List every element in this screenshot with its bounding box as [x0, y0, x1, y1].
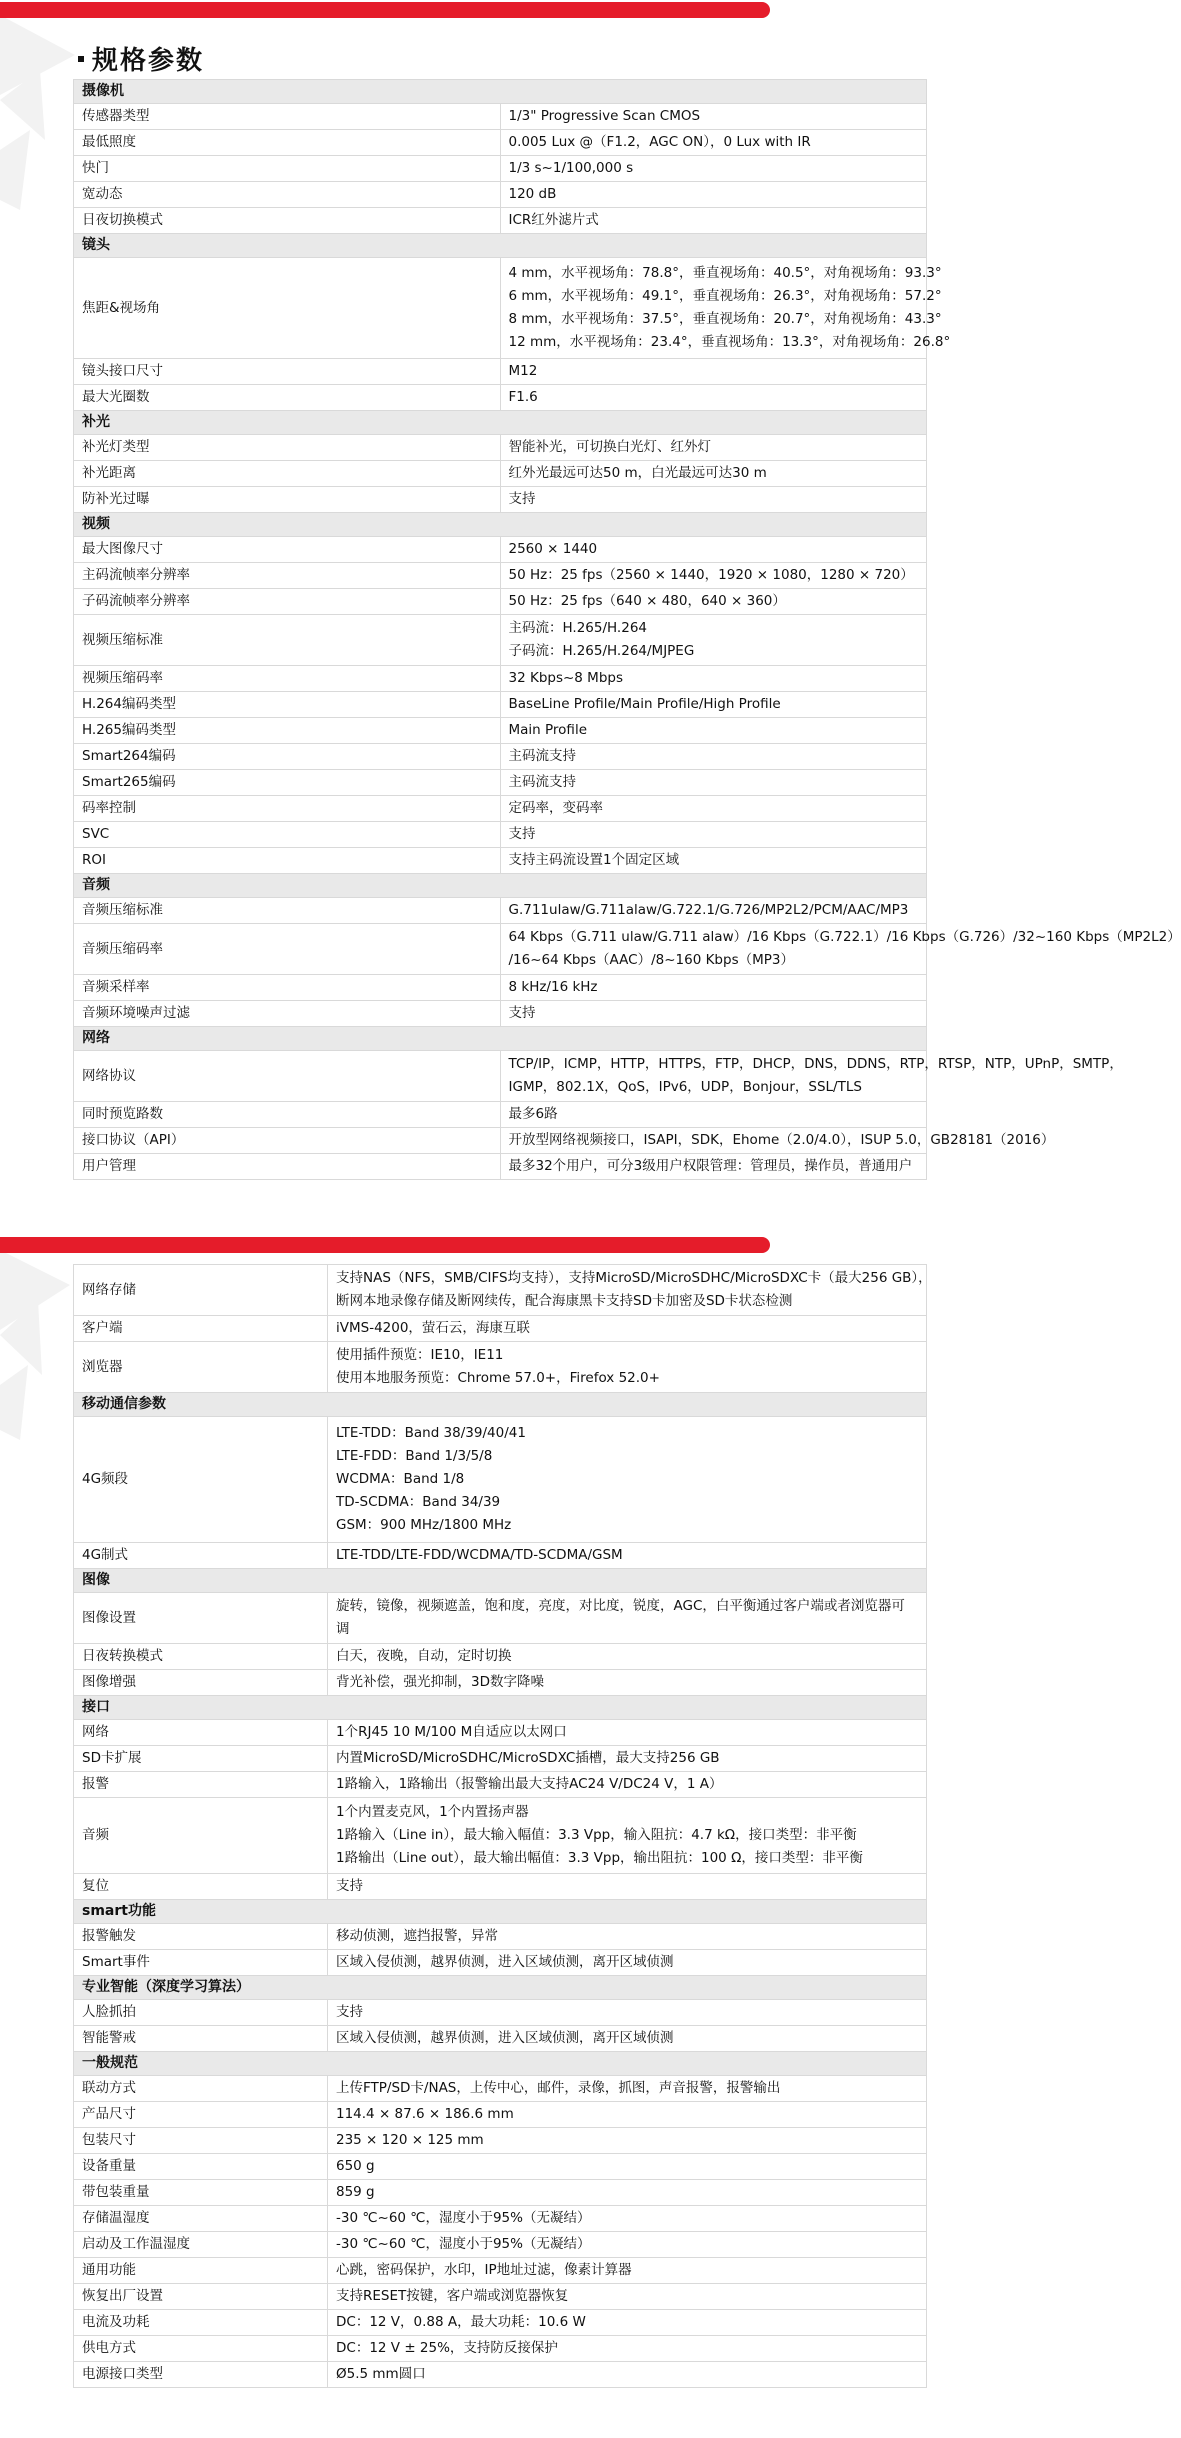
- spec-label: 日夜切换模式: [74, 208, 501, 234]
- spec-label: 视频压缩标准: [74, 615, 501, 666]
- section-header: [74, 1976, 927, 2000]
- spec-value-line: 1路输出（Line out），最大输出幅值：3.3 Vpp，输出阻抗：100 Ω，接口类型：非平衡: [336, 1850, 863, 1866]
- spec-value-line: 12 mm，水平视场角：23.4°，垂直视场角：13.3°，对角视场角：26.8°: [508, 334, 951, 350]
- spec-row: [74, 1316, 927, 1342]
- spec-value-line: 650 g: [336, 2158, 375, 2174]
- spec-row: [74, 2102, 927, 2128]
- spec-row: [74, 208, 927, 234]
- spec-label: 网络存储: [74, 1265, 328, 1316]
- spec-value-line: 支持: [508, 1005, 536, 1021]
- spec-value: [500, 461, 927, 487]
- spec-value: [500, 537, 927, 563]
- spec-value-line: GSM：900 MHz/1800 MHz: [336, 1517, 512, 1533]
- spec-row: [74, 2128, 927, 2154]
- spec-label: 音频环境噪声过滤: [74, 1001, 501, 1027]
- section-header: [74, 1393, 927, 1417]
- spec-value: [500, 822, 927, 848]
- spec-label: 镜头接口尺寸: [74, 359, 501, 385]
- spec-label: 音频采样率: [74, 975, 501, 1001]
- spec-label: Smart264编码: [74, 744, 501, 770]
- spec-value-line: TD-SCDMA：Band 34/39: [336, 1494, 501, 1510]
- spec-label: Smart265编码: [74, 770, 501, 796]
- spec-label: 4G频段: [74, 1417, 328, 1543]
- spec-label: 启动及工作温湿度: [74, 2232, 328, 2258]
- spec-value: [500, 1051, 1123, 1102]
- spec-value-line: 移动侦测，遮挡报警，异常: [336, 1928, 498, 1944]
- spec-value: [328, 1746, 927, 1772]
- spec-value-line: 使用插件预览：IE10，IE11: [336, 1347, 504, 1363]
- spec-row: [74, 822, 927, 848]
- spec-row: [74, 1102, 927, 1128]
- spec-row: [74, 487, 927, 513]
- section-header: [74, 513, 927, 537]
- spec-value: [500, 848, 927, 874]
- spec-label: 焦距&视场角: [74, 258, 501, 359]
- spec-value-line: 支持: [508, 491, 536, 507]
- section-divider-red-bar: [0, 1237, 770, 1253]
- spec-label: 电流及功耗: [74, 2310, 328, 2336]
- spec-value-line: BaseLine Profile/Main Profile/High Profile: [508, 696, 781, 712]
- spec-value: [328, 2232, 927, 2258]
- spec-value-line: LTE-FDD：Band 1/3/5/8: [336, 1448, 493, 1464]
- spec-row: [74, 718, 927, 744]
- spec-value-line: LTE-TDD：Band 38/39/40/41: [336, 1425, 526, 1441]
- spec-label: 传感器类型: [74, 104, 501, 130]
- spec-label: 联动方式: [74, 2076, 328, 2102]
- spec-value: [328, 2076, 927, 2102]
- spec-value-line: 0.005 Lux @（F1.2，AGC ON），0 Lux with IR: [508, 134, 811, 150]
- spec-value-line: 开放型网络视频接口，ISAPI，SDK，Ehome（2.0/4.0），ISUP 5.0，GB28181（2016）: [508, 1132, 1055, 1148]
- spec-value-line: TCP/IP，ICMP，HTTP，HTTPS，FTP，DHCP，DNS，DDNS，RTP，RTSP，NTP，UPnP，SMTP，: [508, 1056, 1123, 1072]
- spec-label: 图像设置: [74, 1593, 328, 1644]
- spec-value: [500, 487, 927, 513]
- spec-value-line: 859 g: [336, 2184, 375, 2200]
- spec-value: [500, 435, 927, 461]
- spec-value-line: 1路输入，1路输出（报警输出最大支持AC24 V/DC24 V，1 A）: [336, 1776, 723, 1792]
- spec-value: [328, 2258, 927, 2284]
- spec-label: 码率控制: [74, 796, 501, 822]
- spec-value-line: 支持: [336, 1878, 363, 1894]
- spec-value-line: 支持: [336, 2004, 363, 2020]
- spec-value: [500, 589, 927, 615]
- spec-row: [74, 2076, 927, 2102]
- section-title: 视频: [74, 513, 927, 537]
- section-header: [74, 1027, 927, 1051]
- spec-label: 报警触发: [74, 1924, 328, 1950]
- section-header: [74, 411, 927, 435]
- spec-value-line: 支持RESET按键，客户端或浏览器恢复: [336, 2288, 569, 2304]
- spec-row: [74, 2000, 927, 2026]
- spec-label: H.264编码类型: [74, 692, 501, 718]
- spec-value: [500, 975, 927, 1001]
- section-title: 专业智能（深度学习算法）: [74, 1976, 927, 2000]
- spec-label: SVC: [74, 822, 501, 848]
- spec-value-line: 64 Kbps（G.711 ulaw/G.711 alaw）/16 Kbps（G.722.1）/16 Kbps（G.726）/32~160 Kbps（MP2L2）: [508, 929, 1181, 945]
- spec-value: [500, 182, 927, 208]
- spec-value: [500, 744, 927, 770]
- spec-label: 报警: [74, 1772, 328, 1798]
- spec-label: 宽动态: [74, 182, 501, 208]
- spec-label: 音频压缩码率: [74, 924, 501, 975]
- spec-value-line: 主码流支持: [508, 774, 576, 790]
- spec-value-line: Ø5.5 mm圆口: [336, 2366, 426, 2382]
- page-title-text: 规格参数: [92, 46, 205, 76]
- spec-value-line: 1个RJ45 10 M/100 M自适应以太网口: [336, 1724, 567, 1740]
- spec-value: [328, 1316, 927, 1342]
- spec-row: [74, 1593, 927, 1644]
- spec-label: 防补光过曝: [74, 487, 501, 513]
- spec-label: 日夜转换模式: [74, 1644, 328, 1670]
- spec-value: [500, 1154, 927, 1180]
- spec-value-line: 最多32个用户，可分3级用户权限管理：管理员，操作员，普通用户: [508, 1158, 913, 1174]
- spec-row: [74, 461, 927, 487]
- spec-label: 恢复出厂设置: [74, 2284, 328, 2310]
- spec-value-line: LTE-TDD/LTE-FDD/WCDMA/TD-SCDMA/GSM: [336, 1547, 623, 1563]
- spec-value-line: ICR红外滤片式: [508, 212, 599, 228]
- spec-table-2: [73, 1264, 932, 2388]
- spec-value-line: 1/3" Progressive Scan CMOS: [508, 108, 701, 124]
- spec-label: 电源接口类型: [74, 2362, 328, 2388]
- spec-label: 图像增强: [74, 1670, 328, 1696]
- spec-row: [74, 615, 927, 666]
- spec-value-line: 1个内置麦克风，1个内置扬声器: [336, 1804, 529, 1820]
- spec-label: 最低照度: [74, 130, 501, 156]
- spec-value: [500, 615, 927, 666]
- spec-value-line: 红外光最远可达50 m，白光最远可达30 m: [508, 465, 767, 481]
- spec-row: [74, 770, 927, 796]
- spec-value-line: 定码率，变码率: [508, 800, 603, 816]
- spec-row: [74, 2284, 927, 2310]
- spec-row: [74, 692, 927, 718]
- spec-value: [328, 1593, 927, 1644]
- spec-label: 音频: [74, 1798, 328, 1874]
- spec-value-line: 50 Hz：25 fps（640 × 480，640 × 360）: [508, 593, 786, 609]
- spec-row: [74, 1874, 927, 1900]
- section-header: [74, 1569, 927, 1593]
- spec-label: 设备重量: [74, 2154, 328, 2180]
- spec-value-line: 白天，夜晚，自动，定时切换: [336, 1648, 512, 1664]
- spec-row: [74, 2258, 927, 2284]
- spec-value: [500, 718, 927, 744]
- spec-value-line: 上传FTP/SD卡/NAS，上传中心，邮件，录像，抓图，声音报警，报警输出: [336, 2080, 781, 2096]
- spec-value-line: Main Profile: [508, 722, 587, 738]
- spec-value: [328, 2154, 927, 2180]
- spec-value: [328, 1950, 927, 1976]
- section-header: [74, 1696, 927, 1720]
- spec-label: 网络: [74, 1720, 328, 1746]
- spec-value-line: 2560 × 1440: [508, 541, 598, 557]
- spec-value: [328, 1265, 932, 1316]
- spec-value-line: 4 mm，水平视场角：78.8°，垂直视场角：40.5°，对角视场角：93.3°: [508, 265, 942, 281]
- spec-label: 最大光圈数: [74, 385, 501, 411]
- spec-label: 补光距离: [74, 461, 501, 487]
- spec-label: H.265编码类型: [74, 718, 501, 744]
- spec-row: [74, 182, 927, 208]
- spec-value-line: 背光补偿，强光抑制，3D数字降噪: [336, 1674, 544, 1690]
- spec-value-line: 旋转，镜像，视频遮盖，饱和度，亮度，对比度，锐度，AGC，白平衡通过客户端或者浏览器可调: [336, 1598, 905, 1637]
- spec-value: [328, 1874, 927, 1900]
- spec-value-line: 6 mm，水平视场角：49.1°，垂直视场角：26.3°，对角视场角：57.2°: [508, 288, 942, 304]
- spec-label: 同时预览路数: [74, 1102, 501, 1128]
- spec-value: [328, 2102, 927, 2128]
- spec-row: [74, 1670, 927, 1696]
- spec-label: 补光灯类型: [74, 435, 501, 461]
- spec-value-line: 50 Hz：25 fps（2560 × 1440，1920 × 1080，1280 × 720）: [508, 567, 914, 583]
- spec-label: 人脸抓拍: [74, 2000, 328, 2026]
- spec-label: 用户管理: [74, 1154, 501, 1180]
- spec-value-line: 内置MicroSD/MicroSDHC/MicroSDXC插槽，最大支持256 GB: [336, 1750, 720, 1766]
- spec-value-line: 1路输入（Line in），最大输入幅值：3.3 Vpp，输入阻抗：4.7 kΩ，接口类型：非平衡: [336, 1827, 857, 1843]
- spec-row: [74, 1924, 927, 1950]
- spec-label: 视频压缩码率: [74, 666, 501, 692]
- spec-row: [74, 1051, 927, 1102]
- spec-value: [500, 385, 927, 411]
- spec-value: [328, 1644, 927, 1670]
- page-title: [78, 40, 204, 77]
- spec-value: [500, 258, 951, 359]
- spec-value: [500, 692, 927, 718]
- section-header: [74, 874, 927, 898]
- spec-value: [500, 1102, 927, 1128]
- spec-row: [74, 2232, 927, 2258]
- section-title: 音频: [74, 874, 927, 898]
- spec-value-line: 1/3 s~1/100,000 s: [508, 160, 634, 176]
- section-header: [74, 2052, 927, 2076]
- spec-value-line: M12: [508, 363, 538, 379]
- spec-value: [500, 130, 927, 156]
- spec-value-line: -30 ℃~60 ℃，湿度小于95%（无凝结）: [336, 2210, 591, 2226]
- spec-value-line: 断网本地录像存储及断网续传，配合海康黑卡支持SD卡加密及SD卡状态检测: [336, 1293, 793, 1309]
- spec-label: 主码流帧率分辨率: [74, 563, 501, 589]
- spec-row: [74, 1265, 927, 1316]
- spec-value: [500, 104, 927, 130]
- spec-value: [328, 2362, 927, 2388]
- spec-value: [500, 1001, 927, 1027]
- spec-row: [74, 975, 927, 1001]
- spec-value-line: /16~64 Kbps（AAC）/8~160 Kbps（MP3）: [508, 952, 794, 968]
- spec-row: [74, 359, 927, 385]
- section-header: [74, 80, 927, 104]
- section-header: [74, 1900, 927, 1924]
- spec-row: [74, 1720, 927, 1746]
- header-red-bar: [0, 2, 770, 18]
- spec-label: 网络协议: [74, 1051, 501, 1102]
- spec-value: [328, 2026, 927, 2052]
- section-title: 镜头: [74, 234, 927, 258]
- spec-value-line: 主码流：H.265/H.264: [508, 620, 647, 636]
- section-title: 补光: [74, 411, 927, 435]
- spec-label: 最大图像尺寸: [74, 537, 501, 563]
- spec-value: [328, 2284, 927, 2310]
- spec-value: [500, 208, 927, 234]
- section-title: 摄像机: [74, 80, 927, 104]
- section-title: smart功能: [74, 1900, 927, 1924]
- spec-row: [74, 385, 927, 411]
- spec-value: [500, 796, 927, 822]
- spec-value-line: 区域入侵侦测，越界侦测，进入区域侦测，离开区域侦测: [336, 1954, 674, 1970]
- spec-table-1: [73, 79, 1181, 1180]
- spec-value-line: 支持NAS（NFS，SMB/CIFS均支持），支持MicroSD/MicroSDHC/MicroSDXC卡（最大256 GB），: [336, 1270, 932, 1286]
- spec-row: [74, 435, 927, 461]
- spec-value-line: F1.6: [508, 389, 538, 405]
- spec-value-line: DC：12 V，0.88 A，最大功耗：10.6 W: [336, 2314, 586, 2330]
- spec-label: 带包装重量: [74, 2180, 328, 2206]
- spec-label: 智能警戒: [74, 2026, 328, 2052]
- spec-label: 音频压缩标准: [74, 898, 501, 924]
- spec-value: [500, 770, 927, 796]
- spec-label: 包装尺寸: [74, 2128, 328, 2154]
- spec-label: 存储温湿度: [74, 2206, 328, 2232]
- spec-value-line: DC：12 V ± 25%，支持防反接保护: [336, 2340, 558, 2356]
- spec-label: ROI: [74, 848, 501, 874]
- spec-row: [74, 1417, 927, 1543]
- spec-row: [74, 796, 927, 822]
- section-title: 接口: [74, 1696, 927, 1720]
- spec-row: [74, 589, 927, 615]
- spec-row: [74, 666, 927, 692]
- spec-value: [500, 156, 927, 182]
- spec-row: [74, 2026, 927, 2052]
- spec-value: [500, 1128, 1055, 1154]
- spec-row: [74, 924, 927, 975]
- spec-value-line: 8 mm，水平视场角：37.5°，垂直视场角：20.7°，对角视场角：43.3°: [508, 311, 942, 327]
- spec-row: [74, 1772, 927, 1798]
- spec-label: 接口协议（API）: [74, 1128, 501, 1154]
- spec-row: [74, 898, 927, 924]
- spec-value-line: 区域入侵侦测，越界侦测，进入区域侦测，离开区域侦测: [336, 2030, 674, 2046]
- spec-row: [74, 1644, 927, 1670]
- spec-label: 快门: [74, 156, 501, 182]
- spec-label: SD卡扩展: [74, 1746, 328, 1772]
- spec-row: [74, 130, 927, 156]
- spec-value: [328, 2310, 927, 2336]
- spec-row: [74, 1950, 927, 1976]
- spec-value: [328, 1798, 927, 1874]
- spec-row: [74, 1342, 927, 1393]
- spec-row: [74, 2310, 927, 2336]
- spec-value-line: iVMS-4200，萤石云，海康互联: [336, 1320, 530, 1336]
- spec-value: [328, 1342, 927, 1393]
- spec-value-line: 120 dB: [508, 186, 557, 202]
- spec-value: [328, 2000, 927, 2026]
- spec-value-line: 使用本地服务预览：Chrome 57.0+，Firefox 52.0+: [336, 1370, 660, 1386]
- spec-value-line: 主码流支持: [508, 748, 576, 764]
- spec-value-line: 智能补光，可切换白光灯、红外灯: [508, 439, 711, 455]
- spec-value: [328, 2180, 927, 2206]
- spec-value-line: G.711ulaw/G.711alaw/G.722.1/G.726/MP2L2/PCM/AAC/MP3: [508, 902, 909, 918]
- spec-label: 产品尺寸: [74, 2102, 328, 2128]
- section-title: 网络: [74, 1027, 927, 1051]
- spec-value-line: IGMP，802.1X，QoS，IPv6，UDP，Bonjour，SSL/TLS: [508, 1079, 862, 1095]
- section-title: 图像: [74, 1569, 927, 1593]
- spec-row: [74, 1798, 927, 1874]
- spec-label: 供电方式: [74, 2336, 328, 2362]
- spec-value: [500, 563, 927, 589]
- spec-value-line: 114.4 × 87.6 × 186.6 mm: [336, 2106, 514, 2122]
- spec-row: [74, 104, 927, 130]
- spec-value: [328, 1417, 927, 1543]
- spec-value: [328, 1772, 927, 1798]
- spec-row: [74, 2154, 927, 2180]
- spec-value: [500, 924, 1181, 975]
- spec-row: [74, 2206, 927, 2232]
- spec-value-line: -30 ℃~60 ℃，湿度小于95%（无凝结）: [336, 2236, 591, 2252]
- spec-value: [328, 1720, 927, 1746]
- spec-row: [74, 156, 927, 182]
- spec-row: [74, 848, 927, 874]
- spec-label: 复位: [74, 1874, 328, 1900]
- spec-value: [328, 1924, 927, 1950]
- spec-value: [500, 898, 927, 924]
- spec-value: [328, 2206, 927, 2232]
- spec-value-line: WCDMA：Band 1/8: [336, 1471, 465, 1487]
- spec-value: [500, 359, 927, 385]
- spec-value: [328, 2128, 927, 2154]
- spec-row: [74, 1543, 927, 1569]
- spec-value-line: 32 Kbps~8 Mbps: [508, 670, 624, 686]
- section-header: [74, 234, 927, 258]
- spec-row: [74, 744, 927, 770]
- spec-label: 通用功能: [74, 2258, 328, 2284]
- section-title: 移动通信参数: [74, 1393, 927, 1417]
- spec-row: [74, 2336, 927, 2362]
- spec-value-line: 心跳，密码保护，水印，IP地址过滤，像素计算器: [336, 2262, 632, 2278]
- spec-label: 客户端: [74, 1316, 328, 1342]
- spec-label: 子码流帧率分辨率: [74, 589, 501, 615]
- spec-value: [500, 666, 927, 692]
- spec-value-line: 子码流：H.265/H.264/MJPEG: [508, 643, 695, 659]
- spec-value-line: 235 × 120 × 125 mm: [336, 2132, 484, 2148]
- spec-value: [328, 2336, 927, 2362]
- spec-row: [74, 2180, 927, 2206]
- spec-row: [74, 258, 927, 359]
- section-title: 一般规范: [74, 2052, 927, 2076]
- spec-row: [74, 563, 927, 589]
- spec-value-line: 最多6路: [508, 1106, 558, 1122]
- spec-label: 浏览器: [74, 1342, 328, 1393]
- spec-value-line: 支持: [508, 826, 536, 842]
- spec-row: [74, 1001, 927, 1027]
- spec-value: [328, 1670, 927, 1696]
- bullet-icon: [78, 56, 84, 62]
- spec-row: [74, 1746, 927, 1772]
- spec-label: 4G制式: [74, 1543, 328, 1569]
- spec-value-line: 8 kHz/16 kHz: [508, 979, 598, 995]
- spec-row: [74, 1154, 927, 1180]
- spec-row: [74, 1128, 927, 1154]
- spec-value: [328, 1543, 927, 1569]
- spec-row: [74, 537, 927, 563]
- spec-label: Smart事件: [74, 1950, 328, 1976]
- spec-value-line: 支持主码流设置1个固定区域: [508, 852, 680, 868]
- spec-row: [74, 2362, 927, 2388]
